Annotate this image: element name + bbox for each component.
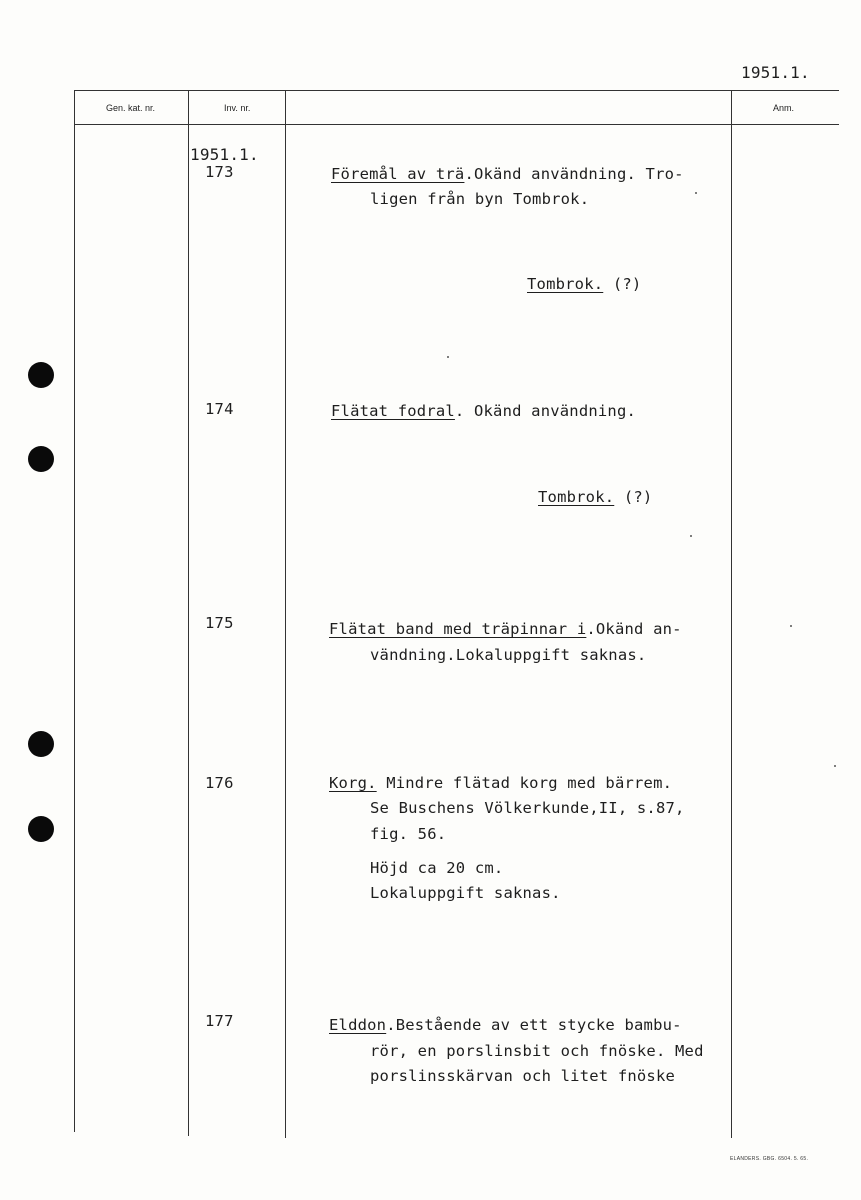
entry-text: . Okänd användning. bbox=[454, 402, 637, 420]
entry-heading: Flätat band med träpinnar i bbox=[329, 620, 587, 638]
inv-number: 177 bbox=[205, 1012, 234, 1030]
entry-text-line: Se Buschens Völkerkunde,II, s.87, bbox=[370, 799, 685, 817]
entry-text-line: Lokaluppgift saknas. bbox=[370, 884, 561, 902]
scan-speck bbox=[690, 535, 692, 537]
entry-text-line: porslinsskärvan och litet fnöske bbox=[370, 1067, 676, 1085]
entry-heading: Korg. bbox=[329, 774, 377, 792]
entry-text-line: rör, en porslinsbit och fnöske. Med bbox=[370, 1042, 704, 1060]
entry-place: Tombrok. (?) bbox=[538, 488, 653, 506]
entry-text: Mindre flätad korg med bärrem. bbox=[376, 774, 673, 792]
inv-number: 173 bbox=[205, 163, 234, 181]
entry-text: .Bestående av ett stycke bambu- bbox=[386, 1016, 682, 1034]
entry-text-line bbox=[329, 1013, 682, 1038]
scan-speck bbox=[834, 765, 836, 767]
punch-hole bbox=[28, 446, 54, 472]
punch-hole bbox=[28, 731, 54, 757]
header-anm: Anm. bbox=[773, 103, 795, 113]
entry-place: Tombrok. (?) bbox=[527, 275, 642, 293]
scan-speck bbox=[447, 356, 449, 358]
entry-text-line bbox=[331, 399, 636, 424]
entry-heading: Föremål av trä bbox=[331, 165, 465, 183]
entry-text-line bbox=[329, 617, 682, 642]
scan-speck bbox=[695, 192, 697, 194]
entry-text-line bbox=[329, 771, 672, 796]
inv-number: 175 bbox=[205, 614, 234, 632]
header-gen-kat: Gen. kat. nr. bbox=[106, 103, 156, 113]
inv-number: 176 bbox=[205, 774, 234, 792]
scan-speck bbox=[790, 625, 792, 627]
anm-column-rule bbox=[731, 90, 732, 1138]
entry-text-line: fig. 56. bbox=[370, 825, 447, 843]
header-inv: Inv. nr. bbox=[224, 103, 251, 113]
page-id: 1951.1. bbox=[741, 63, 810, 82]
entry-heading: Elddon bbox=[329, 1016, 387, 1034]
inv-prefix: 1951.1. bbox=[190, 145, 259, 164]
inv-column-rule bbox=[188, 90, 189, 1136]
entry-text: .Okänd användning. Tro- bbox=[464, 165, 684, 183]
entry-text-line: Höjd ca 20 cm. bbox=[370, 859, 504, 877]
entry-heading: Flätat fodral bbox=[331, 402, 455, 420]
printer-mark: ELANDERS. GBG. 6504. 5. 65. bbox=[730, 1156, 809, 1162]
entry-text-line bbox=[331, 162, 684, 187]
entry-text: .Okänd an- bbox=[586, 620, 682, 638]
entry-text-line: vändning.Lokaluppgift saknas. bbox=[370, 646, 647, 664]
entry-text-line: ligen från byn Tombrok. bbox=[370, 190, 590, 208]
punch-hole bbox=[28, 362, 54, 388]
inv-number: 174 bbox=[205, 400, 234, 418]
left-border bbox=[74, 90, 75, 1132]
punch-hole bbox=[28, 816, 54, 842]
text-column-rule bbox=[285, 90, 286, 1138]
